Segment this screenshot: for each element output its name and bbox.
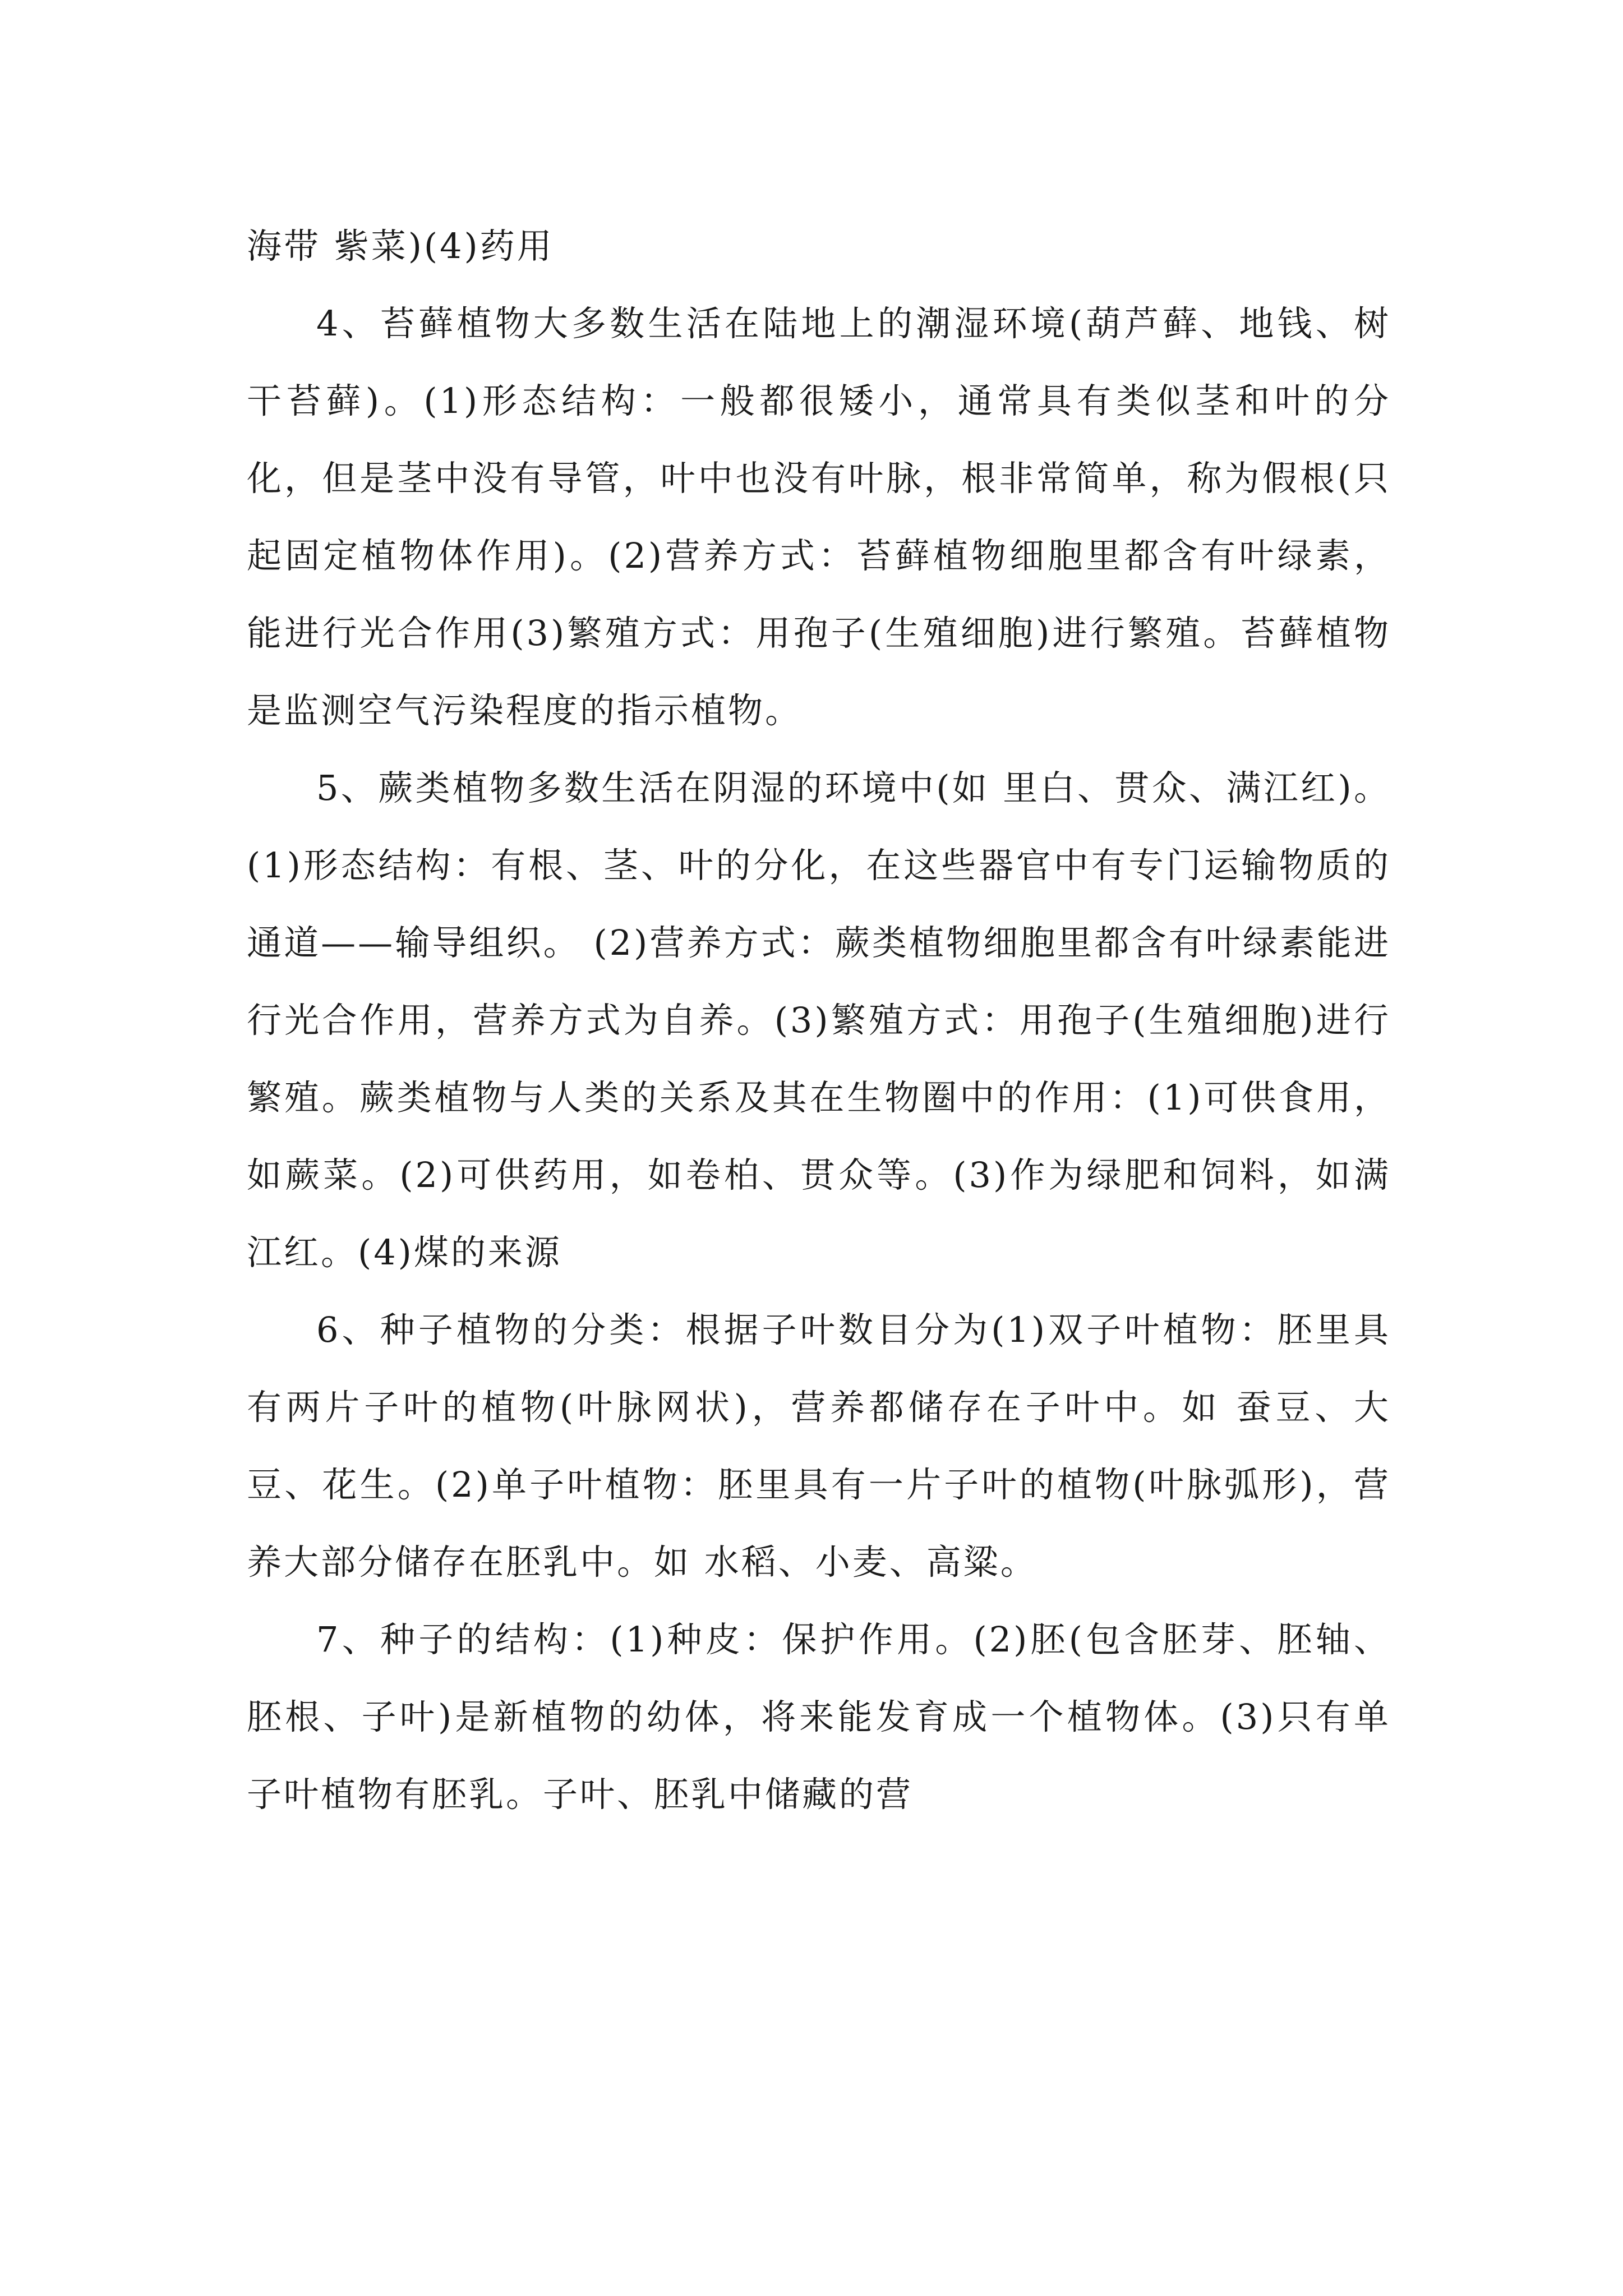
document-body xyxy=(247,208,1391,1833)
paragraph-continuation: 海带 紫菜)(4)药用 xyxy=(247,226,554,266)
paragraph-seed-plant-classification: 6、种子植物的分类：根据子叶数目分为(1)双子叶植物：胚里具有两片子叶的植物(叶脉网状)，营养都储存在子叶中。如 蚕豆、大豆、花生。(2)单子叶植物：胚里具有一片子叶的植物(叶脉弧形)，营养大部分储存在胚乳中。如 水稻、小麦、高粱。 xyxy=(247,1309,1391,1582)
paragraph-seed-structure: 7、种子的结构：(1)种皮：保护作用。(2)胚(包含胚芽、胚轴、胚根、子叶)是新植物的幼体，将来能发育成一个植物体。(3)只有单子叶植物有胚乳。子叶、胚乳中储藏的营 xyxy=(247,1619,1391,1815)
paragraph-bryophytes: 4、苔藓植物大多数生活在陆地上的潮湿环境(葫芦藓、地钱、树干苔藓)。(1)形态结构：一般都很矮小，通常具有类似茎和叶的分化，但是茎中没有导管，叶中也没有叶脉，根非常简单，称为假根(只起固定植物体作用)。(2)营养方式：苔藓植物细胞里都含有叶绿素，能进行光合作用(3)繁殖方式：用孢子(生殖细胞)进行繁殖。苔藓植物是监测空气污染程度的指示植物。 xyxy=(247,303,1391,731)
paragraph-ferns: 5、蕨类植物多数生活在阴湿的环境中(如 里白、贯众、满江红)。(1)形态结构：有根、茎、叶的分化，在这些器官中有专门运输物质的通道——输导组织。 (2)营养方式：蕨类植物细胞里都含有叶绿素能进行光合作用，营养方式为自养。(3)繁殖方式：用孢子(生殖细胞)进行繁殖。蕨类植物与人类的关系及其在生物圈中的作用：(1)可供食用，如蕨菜。(2)可供药用，如卷柏、贯众等。(3)作为绿肥和饲料，如满江红。(4)煤的来源 xyxy=(247,767,1391,1273)
